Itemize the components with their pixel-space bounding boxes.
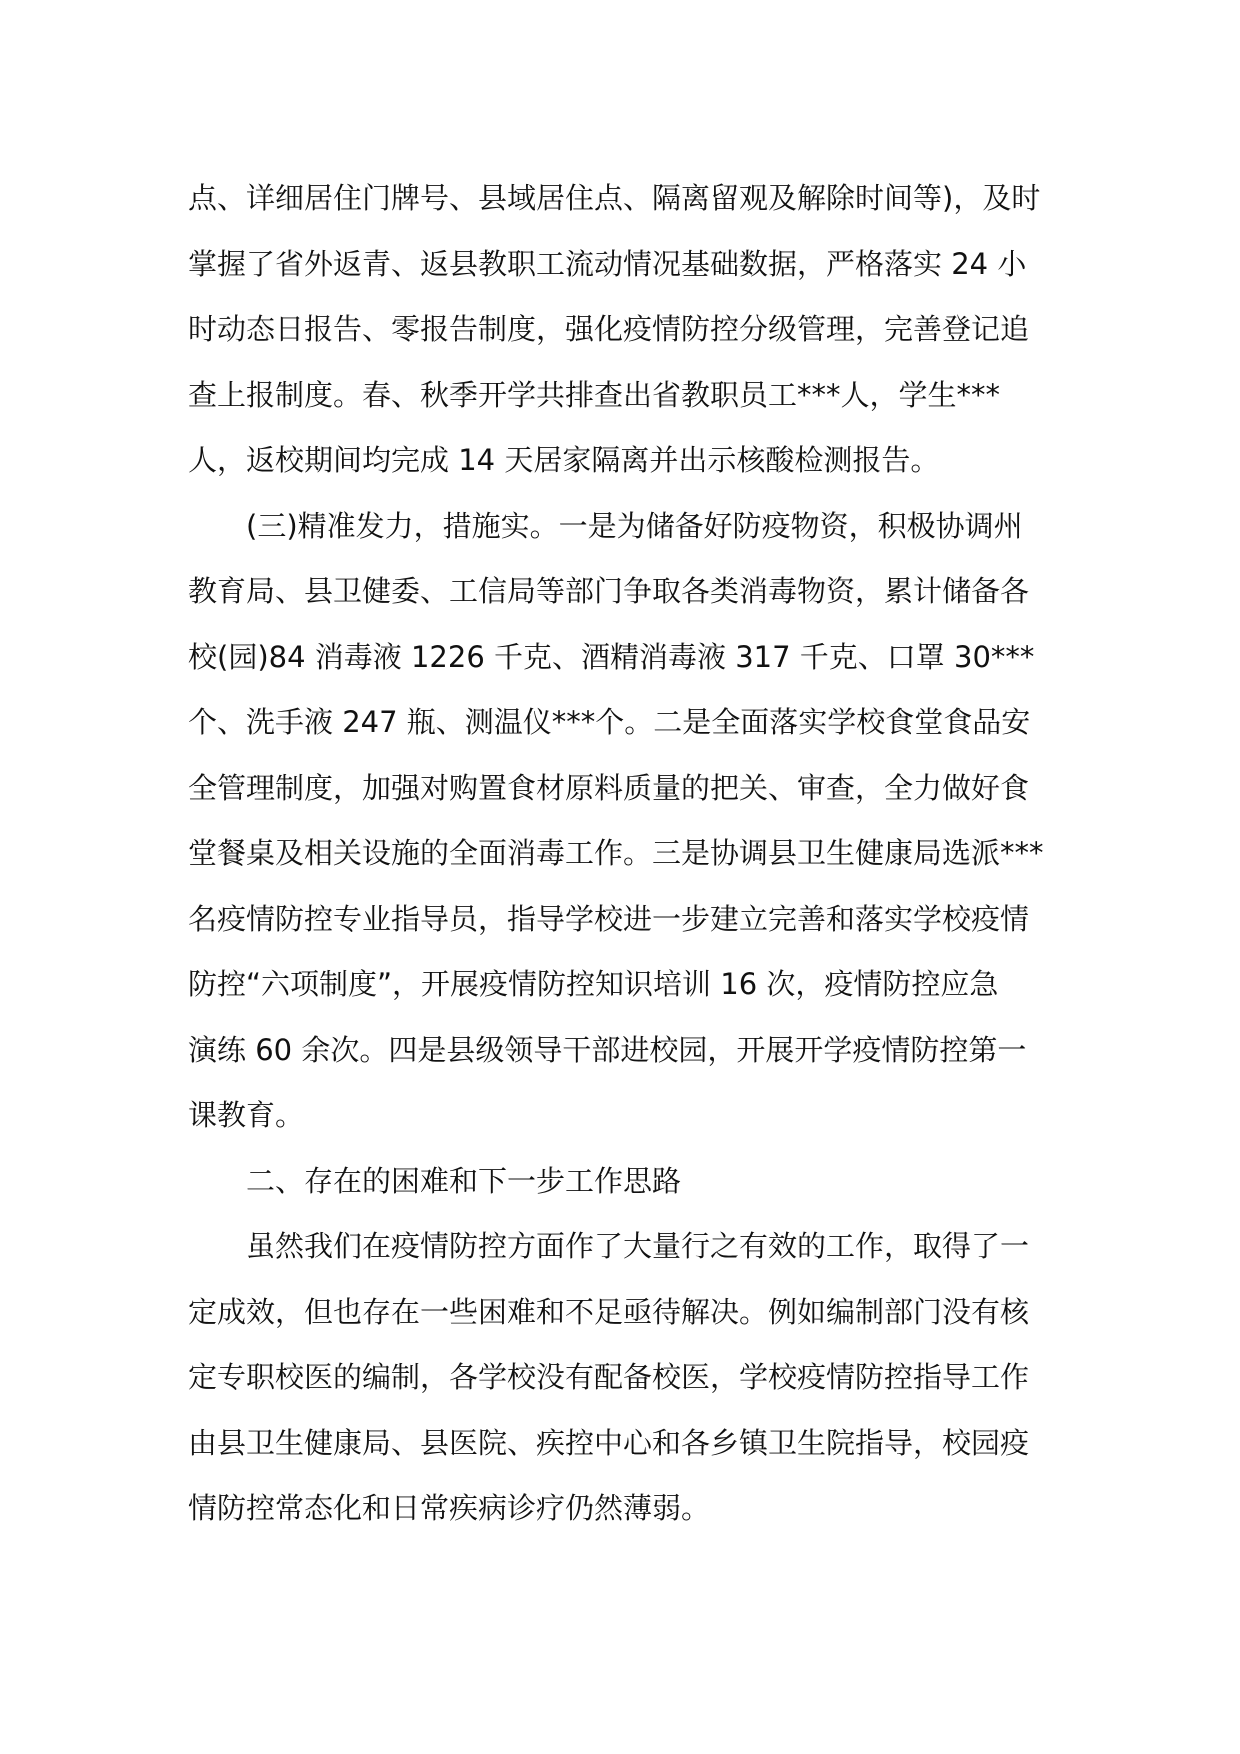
text-line: 查上报制度。春、秋季开学共排查出省教职员工***人，学生***: [188, 377, 1001, 412]
text-line: (三)精准发力，措施实。一是为储备好防疫物资，积极协调州: [246, 508, 1023, 543]
text-line: 定成效，但也存在一些困难和不足亟待解决。例如编制部门没有核: [188, 1294, 1030, 1329]
text-line: 演练 60 余次。四是县级领导干部进校园，开展开学疫情防控第一: [188, 1032, 1027, 1067]
section-heading: [188, 1149, 1048, 1215]
text-line: 定专职校医的编制，各学校没有配备校医，学校疫情防控指导工作: [188, 1360, 1030, 1394]
text-line: 情防控常态化和日常疾病诊疗仍然薄弱。: [188, 1491, 711, 1525]
text-line: 点、详细居住门牌号、县域居住点、隔离留观及解除时间等)，及时: [188, 181, 1041, 215]
text-line: 人，返校期间均完成 14 天居家隔离并出示核酸检测报告。: [188, 443, 940, 477]
text-line: 虽然我们在疫情防控方面作了大量行之有效的工作，取得了一: [246, 1229, 1030, 1263]
paragraph-returnee-tracking: [188, 166, 1048, 494]
text-line: 时动态日报告、零报告制度，强化疫情防控分级管理，完善登记追: [188, 312, 1030, 346]
heading-text: 二、存在的困难和下一步工作思路: [246, 1163, 682, 1198]
text-line: 堂餐桌及相关设施的全面消毒工作。三是协调县卫生健康局选派***: [188, 836, 1044, 870]
text-line: 个、洗手液 247 瓶、测温仪***个。二是全面落实学校食堂食品安: [188, 705, 1031, 739]
text-line: 防控“六项制度”，开展疫情防控知识培训 16 次，疫情防控应急: [188, 967, 999, 1001]
paragraph-precise-measures: [188, 494, 1048, 1149]
text-line: 校(园)84 消毒液 1226 千克、酒精消毒液 317 千克、口罩 30***: [188, 639, 1035, 674]
text-line: 掌握了省外返青、返县教职工流动情况基础数据，严格落实 24 小: [188, 246, 1027, 281]
document-body: [188, 166, 1048, 1542]
text-line: 名疫情防控专业指导员，指导学校进一步建立完善和落实学校疫情: [188, 901, 1030, 936]
text-line: 全管理制度，加强对购置食材原料质量的把关、审查，全力做好食: [188, 770, 1030, 805]
text-line: 由县卫生健康局、县医院、疾控中心和各乡镇卫生院指导，校园疫: [188, 1425, 1030, 1460]
paragraph-difficulties: [188, 1214, 1048, 1542]
text-line: 课教育。: [188, 1098, 305, 1132]
text-line: 教育局、县卫健委、工信局等部门争取各类消毒物资，累计储备各: [188, 574, 1030, 608]
